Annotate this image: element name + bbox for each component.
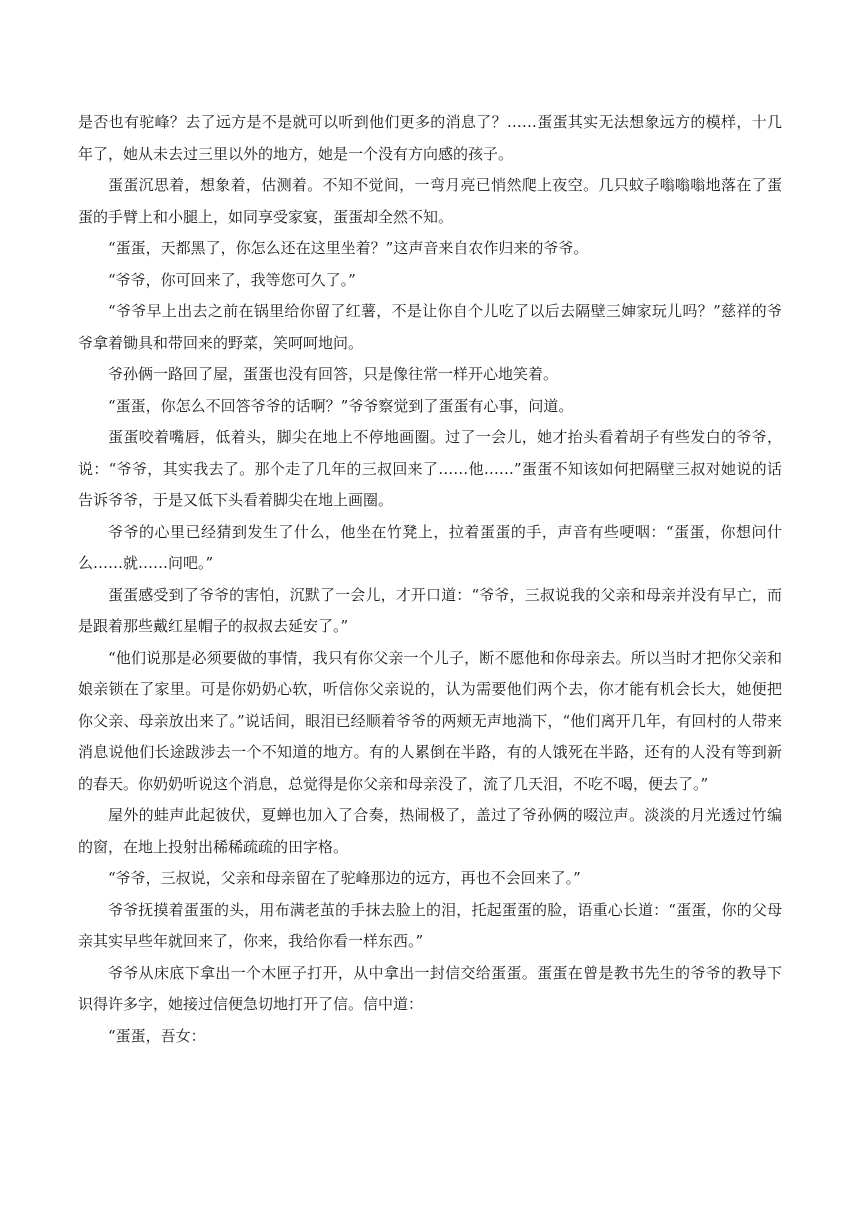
paragraph: “爷爷，三叔说，父亲和母亲留在了驼峰那边的远方，再也不会回来了。” — [108, 869, 581, 887]
paragraph: “爷爷，你可回来了，我等您可久了。” — [108, 270, 356, 289]
paragraph: 蛋蛋沉思着，想象着，估测着。不知不觉间，一弯月亮已悄然爬上夜空。几只蚊子嗡嗡嗡地落在了蛋蛋的手臂上和小腿上，如同享受家宴，蛋蛋却全然不知。 — [78, 176, 782, 226]
paragraph: 爷孙俩一路回了屋，蛋蛋也没有回答，只是像往常一样开心地笑着。 — [108, 365, 559, 383]
paragraph: 蛋蛋咬着嘴唇，低着头，脚尖在地上不停地画圈。过了一会儿，她才抬头看着胡子有些发白的爷爷，说：“爷爷，其实我去了。那个走了几年的三叔回来了……他……”蛋蛋不知该如何把隔壁三叔对她说的话告诉爷爷，于是又低下头看着脚尖在地上画圈。 — [78, 428, 782, 509]
paragraph-continued: 是否也有驼峰？去了远方是不是就可以听到他们更多的消息了？……蛋蛋其实无法想象远方的模样，十几年了，她从未去过三里以外的地方，她是一个没有方向感的孩子。 — [78, 113, 782, 163]
paragraph: “他们说那是必须要做的事情，我只有你父亲一个儿子，断不愿他和你母亲去。所以当时才把你父亲和娘亲锁在了家里。可是你奶奶心软，听信你父亲说的，认为需要他们两个去，你才能有机会长大，她便把你父亲、母亲放出来了。”说话间，眼泪已经顺着爷爷的两颊无声地淌下，“他们离开几年，有回村的人带来消息说他们长途跋涉去一个不知道的地方。有的人累倒在半路，有的人饿死在半路，还有的人没有等到新的春天。你奶奶听说这个消息，总觉得是你父亲和母亲没了，流了几天泪，不吃不喝，便去了。” — [78, 648, 782, 793]
paragraph: 屋外的蛙声此起彼伏，夏蝉也加入了合奏，热闹极了，盖过了爷孙俩的啜泣声。淡淡的月光透过竹编的窗，在地上投射出稀稀疏疏的田字格。 — [78, 806, 782, 856]
paragraph: “蛋蛋，你怎么不回答爷爷的话啊？”爷爷察觉到了蛋蛋有心事，问道。 — [108, 396, 574, 415]
paragraph: “蛋蛋，天都黑了，你怎么还在这里坐着？”这声音来自农作归来的爷爷。 — [108, 239, 589, 257]
paragraph: “爷爷早上出去之前在锅里给你留了红薯，不是让你自个儿吃了以后去隔壁三婶家玩儿吗？”慈祥的爷爷拿着锄具和带回来的野菜，笑呵呵地问。 — [78, 302, 782, 352]
paragraph: 爷爷从床底下拿出一个木匣子打开，从中拿出一封信交给蛋蛋。蛋蛋在曾是教书先生的爷爷的教导下识得许多字，她接过信便急切地打开了信。信中道： — [78, 963, 782, 1013]
paragraph: 爷爷的心里已经猜到发生了什么，他坐在竹凳上，拉着蛋蛋的手，声音有些哽咽：“蛋蛋，你想问什么……就……问吧。” — [78, 522, 782, 572]
paragraph: 爷爷抚摸着蛋蛋的头，用布满老茧的手抹去脸上的泪，托起蛋蛋的脸，语重心长道：“蛋蛋，你的父母亲其实早些年就回来了，你来，我给你看一样东西。” — [78, 900, 782, 950]
paragraph: 蛋蛋感受到了爷爷的害怕，沉默了一会儿，才开口道：“爷爷，三叔说我的父亲和母亲并没有早亡，而是跟着那些戴红星帽子的叔叔去延安了。” — [78, 585, 782, 635]
letter-salutation: “蛋蛋，吾女： — [108, 1026, 206, 1045]
